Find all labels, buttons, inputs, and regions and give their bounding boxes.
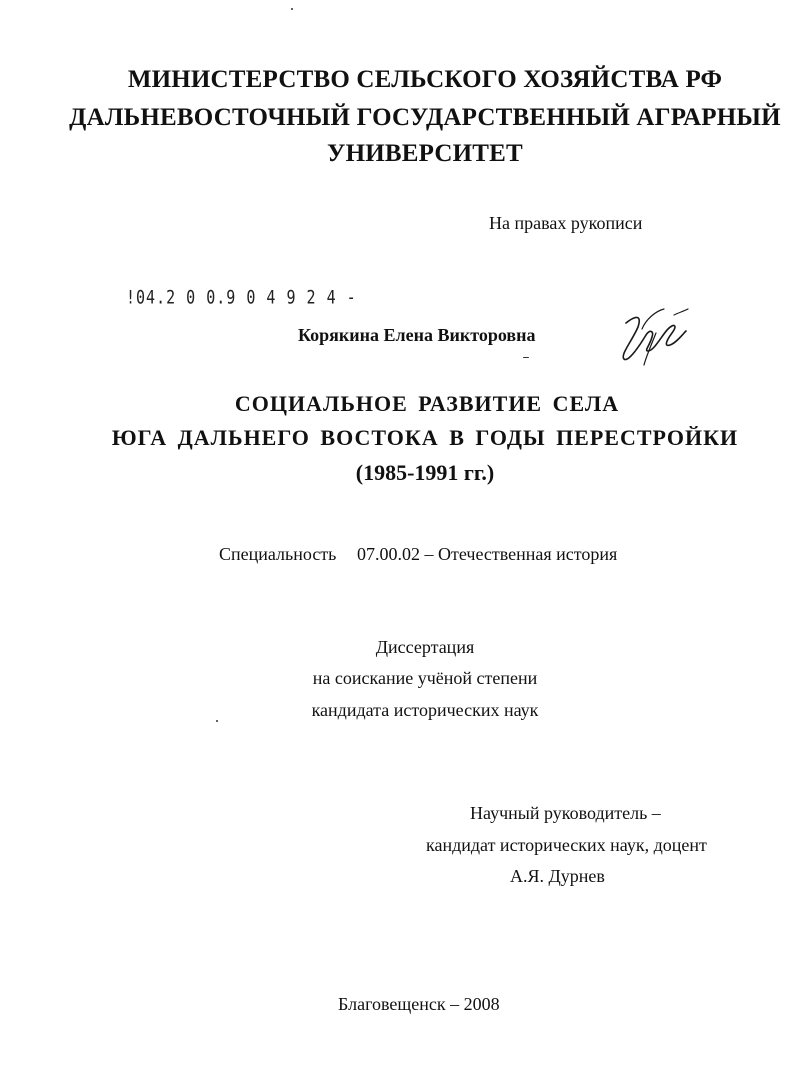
specialty-value: 07.00.02 – Отечественная история (357, 544, 618, 564)
title-line-3: (1985-1991 гг.) (355, 460, 495, 485)
degree-line-2: на соискание учёной степени (312, 668, 538, 688)
city-year: Благовещенск – 2008 (338, 994, 500, 1014)
ministry-line-3: УНИВЕРСИТЕТ (327, 140, 523, 167)
degree-line-1: Диссертация (375, 637, 475, 657)
manuscript-note: На правах рукописи (489, 213, 643, 233)
scan-speck (523, 357, 529, 358)
title-line-1: СОЦИАЛЬНОЕ РАЗВИТИЕ СЕЛА (234, 391, 620, 416)
catalog-number: !04.2 0 0.9 0 4 9 2 4 - (126, 286, 357, 309)
ministry-line-1: МИНИСТЕРСТВО СЕЛЬСКОГО ХОЗЯЙСТВА РФ (127, 66, 723, 93)
supervisor-line-1: Научный руководитель – (470, 803, 661, 823)
title-line-2: ЮГА ДАЛЬНЕГО ВОСТОКА В ГОДЫ ПЕРЕСТРОЙКИ (111, 425, 739, 450)
supervisor-line-2: кандидат исторических наук, доцент (426, 835, 707, 855)
scan-speck (291, 8, 293, 10)
specialty-label: Специальность (219, 544, 337, 564)
author-name: Корякина Елена Викторовна (298, 325, 536, 345)
supervisor-name: А.Я. Дурнев (510, 866, 605, 886)
ministry-line-2: ДАЛЬНЕВОСТОЧНЫЙ ГОСУДАРСТВЕННЫЙ АГРАРНЫЙ (69, 104, 781, 131)
author-signature (612, 305, 692, 367)
degree-line-3: кандидата исторических наук (311, 700, 539, 720)
